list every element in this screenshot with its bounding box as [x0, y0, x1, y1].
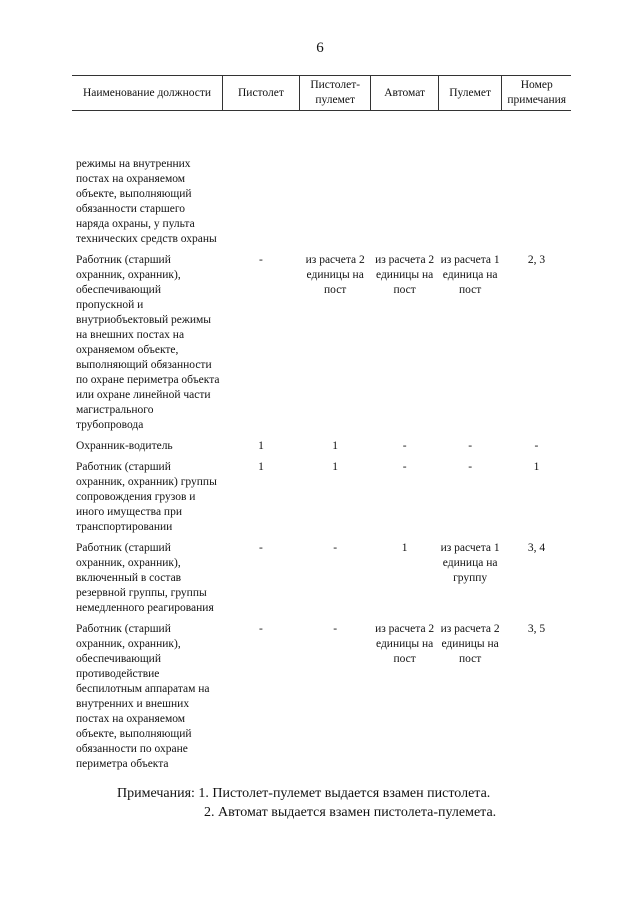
- cell-automatic-rifle: из расчета 2 единицы на пост: [375, 254, 435, 296]
- cell-note-number: -: [534, 440, 539, 452]
- cell-machine-gun: из расчета 1 единица на группу: [440, 542, 500, 584]
- table-row: [72, 541, 571, 622]
- cell-automatic-rifle: [371, 111, 438, 254]
- cell-position-name: Работник (старший охранник, охранник), обеспечивающий пропускной и внутриобъектовый режимы на внешних постах на охраняемом объекте, выполняющий обязанности по охране периметра объекта или охране линейной части магистрального трубопровода: [76, 254, 220, 431]
- cell-pistol: [223, 111, 300, 254]
- cell-machine-gun: из расчета 1 единица на пост: [440, 254, 500, 296]
- table-row: [72, 622, 571, 778]
- header-note-number: Номер примечания: [502, 76, 571, 111]
- cell-machine-gun: из расчета 2 единицы на пост: [440, 623, 500, 665]
- cell-pistol: -: [259, 542, 263, 554]
- cell-position-name: Охранник-водитель: [76, 440, 173, 452]
- cell-note-number: 3, 4: [527, 542, 546, 554]
- cell-pistol: -: [259, 254, 263, 266]
- notes: [117, 784, 496, 822]
- cell-submachine-gun: 1: [332, 461, 339, 473]
- cell-note-number: 2, 3: [527, 254, 546, 266]
- header-submachine-gun: Пистолет-пулемет: [299, 76, 371, 111]
- cell-submachine-gun: 1: [332, 440, 339, 452]
- cell-submachine-gun: -: [333, 623, 338, 635]
- page-number: 6: [316, 40, 324, 56]
- cell-note-number: [502, 111, 571, 254]
- cell-position-name: режимы на внутренних постах на охраняемом объекте, выполняющий обязанности старшего наряда охраны, у пульта технических средств охраны: [76, 158, 217, 245]
- header-machine-gun: Пулемет: [438, 76, 502, 111]
- cell-automatic-rifle: -: [402, 440, 407, 452]
- cell-position-name: Работник (старший охранник, охранник), обеспечивающий противодействие беспилотным аппаратам на внутренних и внешних постах на охраняемом объекте, выполняющий обязанности по охране периметра объекта: [76, 623, 210, 770]
- cell-position-name: Работник (старший охранник, охранник), включенный в состав резервной группы, группы немедленного реагирования: [76, 542, 214, 614]
- cell-submachine-gun: [299, 111, 371, 254]
- table-header-row: [72, 76, 571, 111]
- header-pistol: Пистолет: [223, 76, 300, 111]
- table-row: [72, 439, 571, 460]
- table-row: [72, 460, 571, 541]
- cell-machine-gun: -: [468, 461, 473, 473]
- cell-automatic-rifle: 1: [401, 542, 408, 554]
- cell-position-name: Работник (старший охранник, охранник) группы сопровождения грузов и иного имущества при транспортировании: [76, 461, 217, 533]
- weapons-table: [72, 75, 571, 778]
- cell-pistol: -: [259, 623, 263, 635]
- cell-machine-gun: -: [468, 440, 473, 452]
- cell-automatic-rifle: из расчета 2 единицы на пост: [375, 623, 435, 665]
- note-line-1: Примечания: 1. Пистолет-пулемет выдается взамен пистолета.: [117, 786, 491, 801]
- cell-machine-gun: [438, 111, 502, 254]
- cell-submachine-gun: -: [333, 542, 338, 554]
- table-row: [72, 253, 571, 439]
- cell-automatic-rifle: -: [402, 461, 407, 473]
- cell-pistol: 1: [258, 440, 264, 452]
- cell-note-number: 1: [533, 461, 540, 473]
- header-position-name: Наименование должности: [72, 76, 223, 111]
- header-automatic-rifle: Автомат: [371, 76, 438, 111]
- table-row: [72, 111, 571, 254]
- cell-note-number: 3, 5: [527, 623, 546, 635]
- cell-submachine-gun: из расчета 2 единицы на пост: [305, 254, 365, 296]
- note-line-2: 2. Автомат выдается взамен пистолета-пулемета.: [204, 805, 497, 820]
- cell-pistol: 1: [258, 461, 264, 473]
